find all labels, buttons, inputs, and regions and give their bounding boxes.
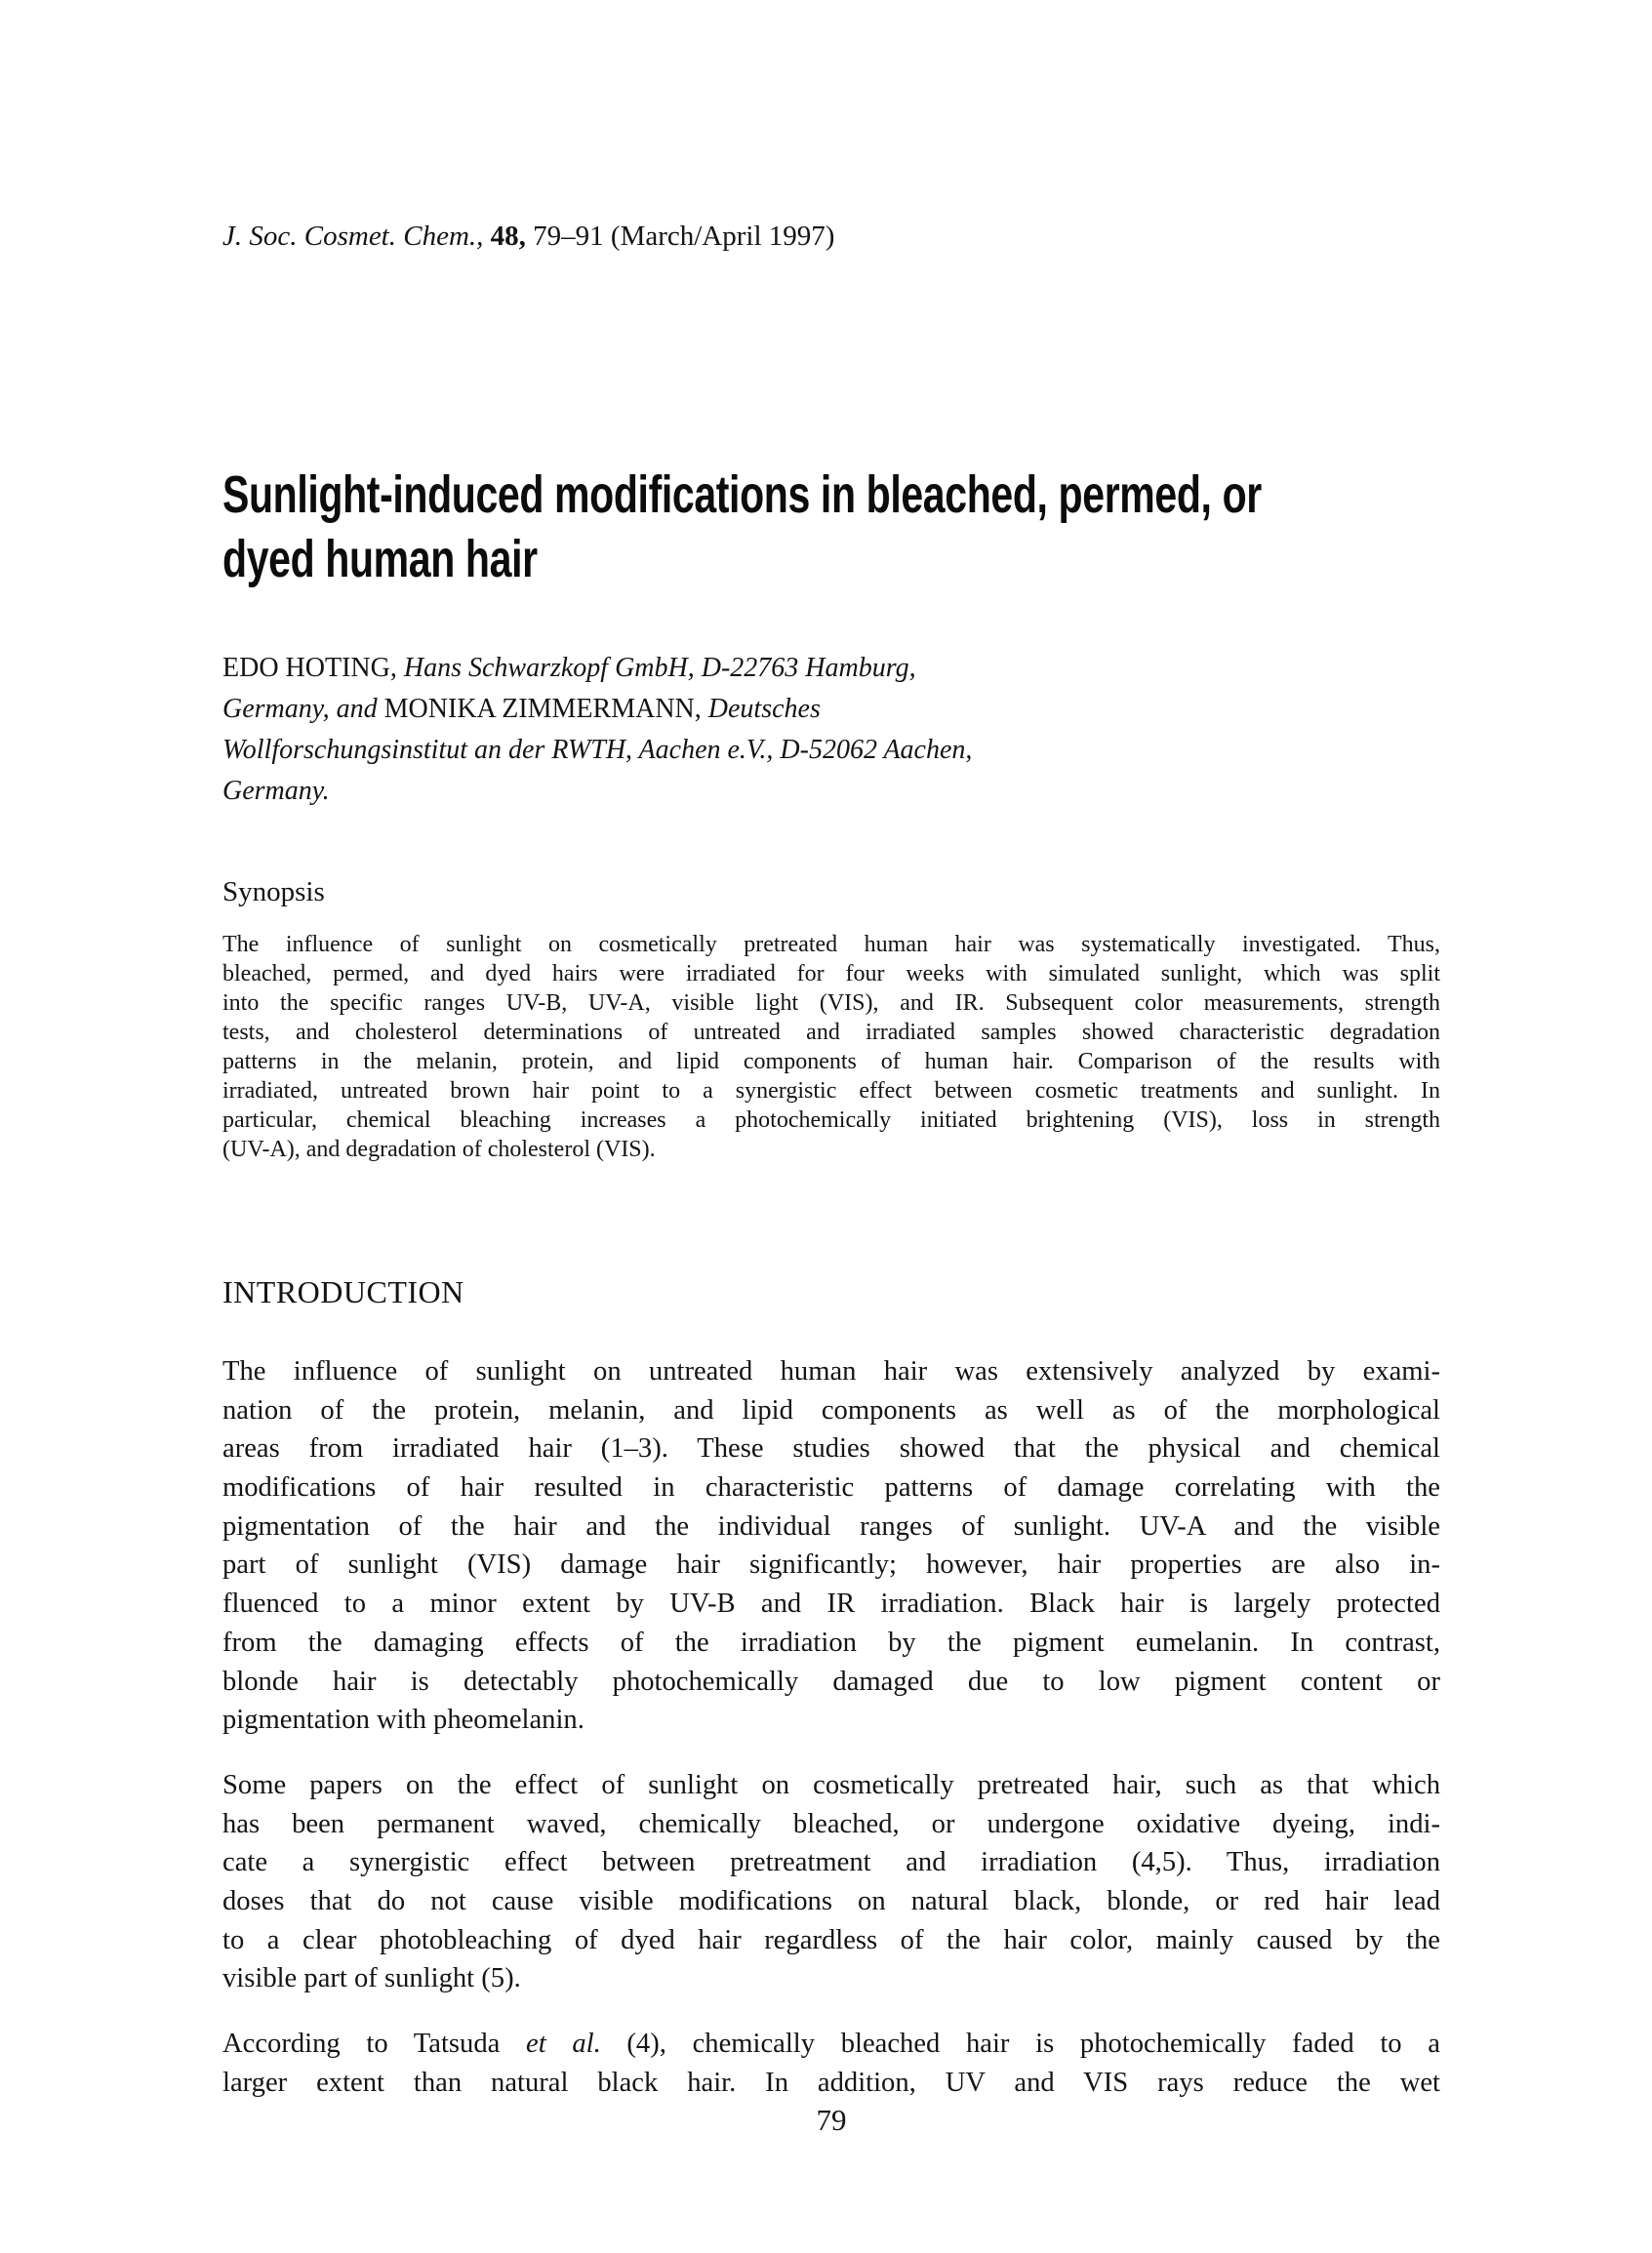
text-segment: cate a synergistic effect between pretreatment and irradiation (4,5). Thus, irradiation [222,1847,1440,1878]
text-segment: blonde hair is detectably photochemically damaged due to low pigment content or [222,1666,1440,1697]
introduction-heading: INTRODUCTION [222,1274,464,1309]
introduction-paragraph-2 [222,1766,1440,1998]
text-segment: According to Tatsuda [222,2029,526,2059]
text-line [222,1663,1440,1702]
text-segment: modifications of hair resulted in characteristic patterns of damage correlating with the [222,1472,1440,1504]
text-segment: part of sunlight (VIS) damage hair significantly; however, hair properties are also in- [222,1549,1440,1581]
text-segment: visible part of sunlight (5). [222,1963,521,1994]
text-line [222,1508,1440,1547]
text-segment: particular, chemical bleaching increases a photochemically initiated brightening (VIS), loss in strength [222,1107,1440,1133]
text-segment: bleached, permed, and dyed hairs were irradiated for four weeks with simulated sunlight, which was split [222,961,1440,986]
text-segment: pigmentation with pheomelanin. [222,1705,584,1736]
text-line [222,959,1440,988]
text-segment: patterns in the melanin, protein, and lipid components of human hair. Comparison of the results with [222,1049,1440,1074]
text-segment: has been permanent waved, chemically bleached, or undergone oxidative dyeing, indi- [222,1808,1440,1839]
text-line [222,689,1440,730]
text-segment: et al. [526,2029,601,2059]
article-title-text-1: Sunlight-induced modifications in bleached, permed, or [222,465,1262,524]
text-line [222,730,1440,771]
text-line [222,1624,1440,1663]
text-segment: tests, and cholesterol determinations of untreated and irradiated samples showed characteristic degradation [222,1020,1440,1045]
text-segment: nation of the protein, melanin, and lipid components as well as of the morphological [222,1394,1440,1426]
synopsis-heading: Synopsis [222,876,325,907]
page-number: 79 [816,2103,847,2137]
text-segment: The influence of sunlight on untreated human hair was extensively analyzed by exami- [222,1356,1440,1387]
text-line [222,1352,1440,1391]
text-line [222,1391,1440,1430]
text-segment: MONIKA ZIMMERMANN, [383,694,708,724]
text-line [222,1106,1440,1135]
text-line [222,930,1440,959]
text-segment: (4), chemically bleached hair is photochemically faded to a [600,2029,1440,2059]
text-segment: (UV-A), and degradation of cholesterol (VIS). [222,1137,656,1162]
text-line [222,1468,1440,1508]
text-line [222,221,834,260]
text-line [222,1882,1440,1921]
authors-affiliations-block [222,648,1440,812]
text-line [222,648,1440,689]
text-line [222,1047,1440,1076]
text-line [222,1135,1440,1164]
text-segment: pigmentation of the hair and the individual ranges of sunlight. UV-A and the visible [222,1510,1440,1542]
text-segment: J. Soc. Cosmet. Chem., [222,221,491,252]
text-segment: 79–91 (March/April 1997) [525,221,835,252]
journal-reference [222,221,834,260]
text-segment: fluenced to a minor extent by UV-B and IR irradiation. Black hair is largely protected [222,1589,1440,1620]
text-line [222,1546,1440,1585]
text-segment: Germany, and [222,694,384,724]
text-segment: The influence of sunlight on cosmetically pretreated human hair was systematically investigated. Thus, [222,932,1440,957]
text-line [222,1701,1440,1740]
text-segment: 48, [490,221,526,252]
text-segment: irradiated, untreated brown hair point to a synergistic effect between cosmetic treatments and sunlight. In [222,1078,1440,1104]
text-segment: Hans Schwarzkopf GmbH, D-22763 Hamburg, [403,653,916,683]
text-segment: EDO HOTING, [222,653,404,683]
article-title-text-2: dyed human hair [222,530,538,588]
text-line [222,988,1440,1018]
text-segment: Deutsches [707,694,821,724]
text-segment: Some papers on the effect of sunlight on cosmetically pretreated hair, such as that which [222,1770,1440,1800]
text-segment: doses that do not cause visible modifications on natural black, blonde, or red hair lead [222,1886,1440,1917]
article-title [222,463,1590,591]
text-line [222,1766,1440,1805]
text-line [222,1076,1440,1106]
text-line [222,2025,1440,2064]
text-segment: areas from irradiated hair (1–3). These studies showed that the physical and chemical [222,1433,1440,1465]
text-segment: larger extent than natural black hair. In addition, UV and VIS rays reduce the wet [222,2067,1440,2098]
text-segment: Wollforschungsinstitut an der RWTH, Aachen e.V., D-52062 Aachen, [222,735,973,765]
text-segment: to a clear photobleaching of dyed hair regardless of the hair color, mainly caused by the [222,1924,1440,1955]
text-line [222,1429,1440,1468]
text-segment: into the specific ranges UV-B, UV-A, visible light (VIS), and IR. Subsequent color measurements, strength [222,990,1440,1016]
introduction-paragraph-3 [222,2025,1440,2102]
text-line [222,1018,1440,1047]
text-line [222,1805,1440,1844]
text-segment: Germany. [222,776,330,806]
text-line [222,771,1440,812]
text-line [222,2064,1440,2103]
article-title-line-2 [222,527,1590,591]
text-line [222,1921,1440,1960]
text-line [222,1585,1440,1624]
synopsis-text [222,930,1440,1164]
text-line [222,1959,1440,1998]
text-segment: from the damaging effects of the irradiation by the pigment eumelanin. In contrast, [222,1627,1440,1658]
introduction-paragraph-1 [222,1352,1440,1740]
text-line [222,1843,1440,1882]
article-title-line-1 [222,463,1590,527]
